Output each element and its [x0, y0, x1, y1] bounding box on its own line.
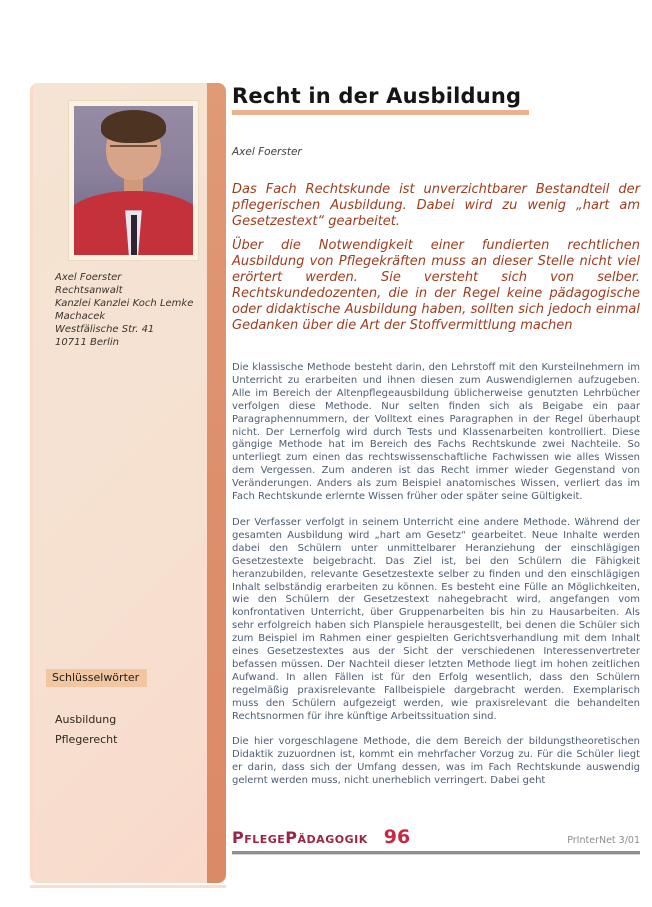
body-paragraph-3: Die hier vorgeschlagene Methode, die dem Bereich der bildungstheoretischen Didaktik zuzuordnen ist, kommt ein mehrfacher Vorzug zu. Für die Schüler liegt er darin, dass sich der Umfang dessen, was im Fach Rechtskunde auswendig gelernt werden muss, nicht unerheblich verringert. Dabei geht [232, 736, 640, 787]
author-credentials [55, 271, 200, 349]
keyword-pflegerecht: Pflegerecht [55, 733, 118, 746]
footer-row [232, 826, 640, 848]
body-paragraph-2: Der Verfasser verfolgt in seinem Unterricht eine andere Methode. Während der gesamten Ausbildung wird „hart am Gesetz“ gearbeitet. Neue Inhalte werden dabei den Schülern unter unmittelbarer Heranziehung der einschlägigen Gesetzestexte beigebracht. Das Ziel ist, bei den Schülern die Fähigkeit heranzubilden, relevante Gesetzestexte selber zu finden und den einschlägigen Inhalt selbständig erarbeiten zu können. Es besteht eine Fülle an Möglichkeiten, wie den Schülern der Gesetzestext nahegebracht wird, angefangen vom konfrontativen Unterricht, über Gruppenarbeiten bis hin zu Hausarbeiten. Als sehr erfolgreich haben sich Planspiele herausgestellt, bei denen die Schüler sich zum Beispiel im Rahmen einer gespielten Gerichtsverhandlung mit dem Inhalt eines Gesetzestextes aus der Sicht der verschiedenen Interessenvertreter befassen müssen. Der Nachteil dieser letzten Methode liegt im hohen zeitlichen Aufwand. In allen Fällen ist für den Erfolg wesentlich, dass den Schülern regelmäßig praxisrelevante Fallbeispiele dargebracht werden. Exemplarisch muss den Schülern aufgezeigt werden, wie praxisrelevant die behandelten Rechtsnormen für ihre künftige Arbeitssituation sind. [232, 516, 640, 722]
photo-tie-shape [131, 215, 138, 255]
author-name: Axel Foerster [55, 272, 122, 283]
lead-section [232, 182, 640, 342]
lead-paragraph-1: Das Fach Rechtskunde ist unverzichtbarer Bestandteil der pflegerischen Ausbildung. Dabei wird zu wenig „hart am Gesetzestext“ gearbeitet. [232, 182, 640, 229]
body-paragraph-1: Die klassische Methode besteht darin, den Lehrstoff mit den Kursteilnehmern im Unterricht zu erarbeiten und ihnen diesen zum Auswendiglernen aufzugeben. Alle im Bereich der Altenpflegeausbildung üblicherweise genutzten Lehrbücher verfolgen diese Methode. Nur selten finden sich als Beigabe ein paar Paragraphennummern, der Volltext eines Paragraphen in der Regel überhaupt nicht. Der Lernerfolg wird durch Tests und Klassenarbeiten kontrolliert. Diese gängige Methode hat im Bereich des Fachs Rechtskunde zwei Nachteile. So unterliegt zum einen das rechtswissenschaftliche Fachwissen wie alles Wissen dem Vergessen. Zum anderen ist das Recht immer wieder Gegenstand von Veränderungen. Anders als zum Beispiel anatomisches Wissen, verliert das im Fach Rechtskunde erlernte Wissen früher oder später seine Gültigkeit. [232, 362, 640, 503]
page-number: 96 [383, 826, 411, 848]
author-photo [74, 106, 193, 255]
lead-paragraph-2: Über die Notwendigkeit einer fundierten rechtlichen Ausbildung von Pflegekräften muss an dieser Stelle nicht viel erörtert werden. Sie versteht sich von selber. Rechtskundedozenten, die in der Regel keine pädagogische oder didaktische Ausbildung haben, sollten sich jedoch einmal Gedanken über die Art der Stoffvermittlung machen [232, 238, 640, 333]
photo-hair-shape [101, 110, 165, 143]
sidebar-accent-bar [207, 83, 226, 883]
keywords-label: Schlüsselwörter [46, 669, 147, 687]
sidebar-panel-bottom-edge [30, 885, 226, 888]
author-title: Rechtsanwalt [55, 285, 123, 296]
photo-glasses-shape [110, 145, 158, 156]
journal-name: PflegePädagogik [232, 828, 368, 847]
author-firm-line2: Machacek [55, 311, 106, 322]
footer-rule [232, 851, 640, 855]
author-photo-frame [68, 100, 199, 261]
author-firm-line1: Kanzlei Kanzlei Koch Lemke [55, 298, 194, 309]
byline: Axel Foerster [232, 146, 302, 158]
issue-label: PrInterNet 3/01 [567, 835, 640, 846]
author-city: 10711 Berlin [55, 337, 120, 348]
page-footer [232, 826, 640, 855]
keyword-ausbildung: Ausbildung [55, 713, 117, 726]
page-title: Recht in der Ausbildung [232, 84, 529, 115]
body-section [232, 362, 640, 801]
author-street: Westfälische Str. 41 [55, 324, 155, 335]
